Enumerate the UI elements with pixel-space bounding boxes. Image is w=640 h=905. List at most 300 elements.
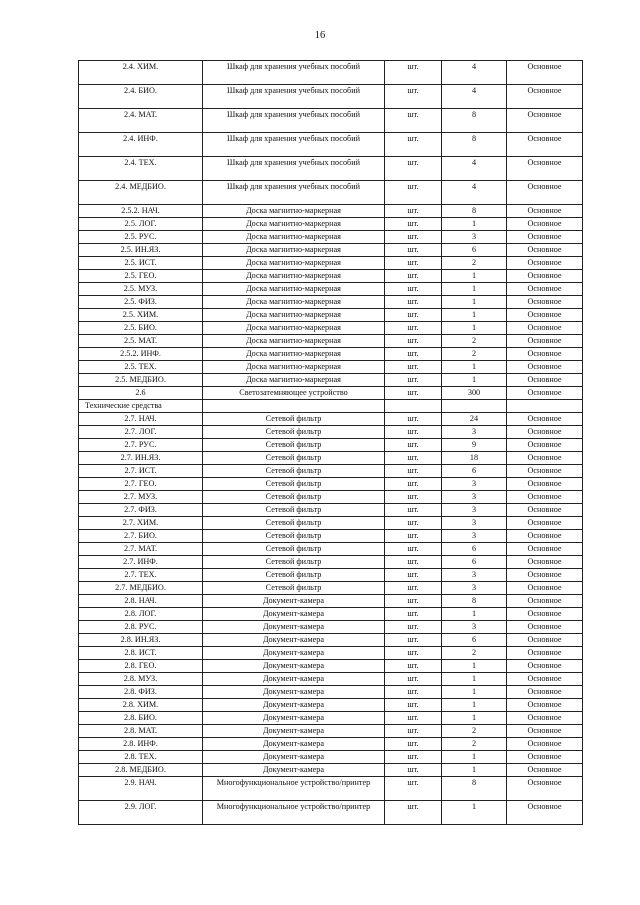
- quantity-cell: 1: [442, 322, 507, 335]
- item-name-cell: Доска магнитно-маркерная: [203, 361, 385, 374]
- item-code-cell: 2.8. ИН.ЯЗ.: [79, 634, 203, 647]
- item-name-cell: Документ-камера: [203, 712, 385, 725]
- item-code-cell: 2.7. ЛОГ.: [79, 426, 203, 439]
- unit-cell: шт.: [385, 751, 442, 764]
- item-name-cell: Сетевой фильтр: [203, 491, 385, 504]
- equipment-type-cell: Основное: [507, 61, 583, 85]
- equipment-type-cell: Основное: [507, 478, 583, 491]
- equipment-type-cell: Основное: [507, 738, 583, 751]
- quantity-cell: 2: [442, 257, 507, 270]
- unit-cell: шт.: [385, 738, 442, 751]
- table-row: [79, 673, 583, 686]
- unit-cell: шт.: [385, 387, 442, 400]
- equipment-type-cell: Основное: [507, 335, 583, 348]
- quantity-cell: 3: [442, 517, 507, 530]
- equipment-type-cell: Основное: [507, 244, 583, 257]
- quantity-cell: 1: [442, 296, 507, 309]
- item-code-cell: 2.5. ИН.ЯЗ.: [79, 244, 203, 257]
- unit-cell: шт.: [385, 608, 442, 621]
- item-code-cell: 2.8. БИО.: [79, 712, 203, 725]
- quantity-cell: 4: [442, 85, 507, 109]
- table-row: [79, 543, 583, 556]
- quantity-cell: 1: [442, 801, 507, 825]
- quantity-cell: 1: [442, 361, 507, 374]
- item-name-cell: Шкаф для хранения учебных пособий: [203, 181, 385, 205]
- equipment-type-cell: Основное: [507, 283, 583, 296]
- item-name-cell: Сетевой фильтр: [203, 413, 385, 426]
- unit-cell: шт.: [385, 595, 442, 608]
- item-code-cell: 2.6: [79, 387, 203, 400]
- item-code-cell: 2.8. ИСТ.: [79, 647, 203, 660]
- item-name-cell: Доска магнитно-маркерная: [203, 205, 385, 218]
- equipment-type-cell: Основное: [507, 673, 583, 686]
- quantity-cell: 1: [442, 283, 507, 296]
- equipment-type-cell: Основное: [507, 296, 583, 309]
- quantity-cell: 8: [442, 595, 507, 608]
- quantity-cell: 1: [442, 673, 507, 686]
- table-row: [79, 556, 583, 569]
- item-code-cell: 2.7. ХИМ.: [79, 517, 203, 530]
- equipment-type-cell: Основное: [507, 205, 583, 218]
- equipment-type-cell: Основное: [507, 157, 583, 181]
- equipment-type-cell: Основное: [507, 491, 583, 504]
- quantity-cell: 2: [442, 348, 507, 361]
- equipment-type-cell: Основное: [507, 777, 583, 801]
- unit-cell: шт.: [385, 543, 442, 556]
- item-name-cell: Документ-камера: [203, 647, 385, 660]
- table-row: [79, 61, 583, 85]
- quantity-cell: 4: [442, 61, 507, 85]
- equipment-type-cell: Основное: [507, 686, 583, 699]
- item-name-cell: Документ-камера: [203, 751, 385, 764]
- item-code-cell: 2.7. БИО.: [79, 530, 203, 543]
- item-code-cell: 2.8. ЛОГ.: [79, 608, 203, 621]
- quantity-cell: 3: [442, 569, 507, 582]
- quantity-cell: 2: [442, 738, 507, 751]
- unit-cell: шт.: [385, 361, 442, 374]
- item-name-cell: Документ-камера: [203, 634, 385, 647]
- equipment-type-cell: Основное: [507, 543, 583, 556]
- table-row: [79, 517, 583, 530]
- quantity-cell: 2: [442, 647, 507, 660]
- item-name-cell: Доска магнитно-маркерная: [203, 257, 385, 270]
- equipment-type-cell: Основное: [507, 660, 583, 673]
- table-row: [79, 181, 583, 205]
- item-name-cell: Документ-камера: [203, 621, 385, 634]
- item-name-cell: Сетевой фильтр: [203, 543, 385, 556]
- equipment-type-cell: Основное: [507, 647, 583, 660]
- item-code-cell: 2.5. РУС.: [79, 231, 203, 244]
- item-code-cell: 2.8. ХИМ.: [79, 699, 203, 712]
- item-name-cell: Доска магнитно-маркерная: [203, 231, 385, 244]
- item-name-cell: Сетевой фильтр: [203, 452, 385, 465]
- table-row: [79, 309, 583, 322]
- item-name-cell: Доска магнитно-маркерная: [203, 218, 385, 231]
- item-code-cell: 2.8. НАЧ.: [79, 595, 203, 608]
- quantity-cell: 6: [442, 543, 507, 556]
- table-row: [79, 764, 583, 777]
- quantity-cell: 1: [442, 660, 507, 673]
- unit-cell: шт.: [385, 109, 442, 133]
- equipment-type-cell: Основное: [507, 374, 583, 387]
- equipment-type-cell: Основное: [507, 322, 583, 335]
- unit-cell: шт.: [385, 270, 442, 283]
- quantity-cell: 2: [442, 335, 507, 348]
- unit-cell: шт.: [385, 465, 442, 478]
- equipment-type-cell: [507, 400, 583, 413]
- equipment-type-cell: Основное: [507, 439, 583, 452]
- item-name-cell: Сетевой фильтр: [203, 569, 385, 582]
- table-row: [79, 751, 583, 764]
- unit-cell: шт.: [385, 335, 442, 348]
- unit-cell: шт.: [385, 85, 442, 109]
- quantity-cell: 8: [442, 133, 507, 157]
- unit-cell: шт.: [385, 504, 442, 517]
- table-row: [79, 634, 583, 647]
- item-name-cell: Шкаф для хранения учебных пособий: [203, 157, 385, 181]
- table-row: [79, 439, 583, 452]
- quantity-cell: 1: [442, 309, 507, 322]
- table-row: [79, 361, 583, 374]
- equipment-type-cell: Основное: [507, 801, 583, 825]
- quantity-cell: 1: [442, 712, 507, 725]
- unit-cell: шт.: [385, 517, 442, 530]
- table-row: [79, 608, 583, 621]
- quantity-cell: 3: [442, 504, 507, 517]
- equipment-type-cell: Основное: [507, 621, 583, 634]
- equipment-type-cell: Основное: [507, 569, 583, 582]
- item-name-cell: Документ-камера: [203, 738, 385, 751]
- unit-cell: шт.: [385, 296, 442, 309]
- table-row: [79, 257, 583, 270]
- unit-cell: шт.: [385, 244, 442, 257]
- table-row: [79, 322, 583, 335]
- quantity-cell: 9: [442, 439, 507, 452]
- item-name-cell: Документ-камера: [203, 608, 385, 621]
- table-row: [79, 109, 583, 133]
- item-name-cell: Шкаф для хранения учебных пособий: [203, 85, 385, 109]
- table-row: [79, 283, 583, 296]
- table-row: [79, 725, 583, 738]
- quantity-cell: 3: [442, 426, 507, 439]
- unit-cell: шт.: [385, 725, 442, 738]
- equipment-type-cell: Основное: [507, 517, 583, 530]
- quantity-cell: 24: [442, 413, 507, 426]
- unit-cell: шт.: [385, 205, 442, 218]
- unit-cell: шт.: [385, 491, 442, 504]
- item-code-cell: 2.8. ИНФ.: [79, 738, 203, 751]
- item-code-cell: 2.8. ГЕО.: [79, 660, 203, 673]
- table-row: [79, 426, 583, 439]
- item-code-cell: 2.5. БИО.: [79, 322, 203, 335]
- unit-cell: шт.: [385, 218, 442, 231]
- equipment-type-cell: Основное: [507, 751, 583, 764]
- unit-cell: шт.: [385, 777, 442, 801]
- table-row: [79, 231, 583, 244]
- item-name-cell: Доска магнитно-маркерная: [203, 296, 385, 309]
- table-row: [79, 205, 583, 218]
- item-code-cell: 2.7. ИНФ.: [79, 556, 203, 569]
- item-name-cell: Доска магнитно-маркерная: [203, 322, 385, 335]
- equipment-type-cell: Основное: [507, 109, 583, 133]
- equipment-type-cell: Основное: [507, 725, 583, 738]
- table-row: [79, 218, 583, 231]
- item-name-cell: Светозатемняющее устройство: [203, 387, 385, 400]
- quantity-cell: 6: [442, 634, 507, 647]
- quantity-cell: 1: [442, 751, 507, 764]
- item-code-cell: 2.4. МЕДБИО.: [79, 181, 203, 205]
- item-name-cell: Сетевой фильтр: [203, 517, 385, 530]
- unit-cell: шт.: [385, 699, 442, 712]
- item-code-cell: 2.7. МЕДБИО.: [79, 582, 203, 595]
- item-name-cell: Сетевой фильтр: [203, 465, 385, 478]
- item-name-cell: Сетевой фильтр: [203, 478, 385, 491]
- table-row: [79, 296, 583, 309]
- equipment-type-cell: Основное: [507, 181, 583, 205]
- quantity-cell: 4: [442, 181, 507, 205]
- equipment-type-cell: Основное: [507, 133, 583, 157]
- equipment-type-cell: Основное: [507, 348, 583, 361]
- equipment-type-cell: Основное: [507, 530, 583, 543]
- page-number: 16: [314, 30, 326, 41]
- equipment-table: [78, 60, 583, 825]
- item-code-cell: 2.8. ФИЗ.: [79, 686, 203, 699]
- unit-cell: шт.: [385, 133, 442, 157]
- equipment-type-cell: Основное: [507, 712, 583, 725]
- item-name-cell: Документ-камера: [203, 764, 385, 777]
- equipment-type-cell: Основное: [507, 452, 583, 465]
- item-name-cell: Доска магнитно-маркерная: [203, 270, 385, 283]
- quantity-cell: 18: [442, 452, 507, 465]
- item-code-cell: 2.5. МАТ.: [79, 335, 203, 348]
- unit-cell: шт.: [385, 556, 442, 569]
- item-name-cell: Сетевой фильтр: [203, 439, 385, 452]
- item-code-cell: 2.5. ТЕХ.: [79, 361, 203, 374]
- item-code-cell: 2.7. ТЕХ.: [79, 569, 203, 582]
- quantity-cell: 3: [442, 530, 507, 543]
- quantity-cell: 6: [442, 556, 507, 569]
- quantity-cell: 1: [442, 699, 507, 712]
- unit-cell: шт.: [385, 426, 442, 439]
- table-row: [79, 133, 583, 157]
- equipment-type-cell: Основное: [507, 426, 583, 439]
- unit-cell: шт.: [385, 61, 442, 85]
- unit-cell: шт.: [385, 686, 442, 699]
- item-name-cell: Многофункциональное устройство/принтер: [203, 801, 385, 825]
- table-row: [79, 452, 583, 465]
- item-name-cell: Доска магнитно-маркерная: [203, 244, 385, 257]
- item-code-cell: 2.8. ТЕХ.: [79, 751, 203, 764]
- item-name-cell: Доска магнитно-маркерная: [203, 348, 385, 361]
- table-row: [79, 491, 583, 504]
- item-code-cell: 2.7. НАЧ.: [79, 413, 203, 426]
- equipment-type-cell: Основное: [507, 764, 583, 777]
- table-row: [79, 348, 583, 361]
- item-name-cell: Документ-камера: [203, 660, 385, 673]
- quantity-cell: 1: [442, 686, 507, 699]
- unit-cell: шт.: [385, 322, 442, 335]
- table-row: [79, 777, 583, 801]
- item-code-cell: 2.8. МУЗ.: [79, 673, 203, 686]
- item-name-cell: Сетевой фильтр: [203, 426, 385, 439]
- equipment-type-cell: Основное: [507, 361, 583, 374]
- unit-cell: шт.: [385, 621, 442, 634]
- quantity-cell: 1: [442, 218, 507, 231]
- item-code-cell: 2.7. МУЗ.: [79, 491, 203, 504]
- table-row: [79, 712, 583, 725]
- table-row: [79, 569, 583, 582]
- unit-cell: [385, 400, 442, 413]
- unit-cell: шт.: [385, 660, 442, 673]
- equipment-type-cell: Основное: [507, 218, 583, 231]
- table-row: [79, 374, 583, 387]
- item-code-cell: 2.5. ФИЗ.: [79, 296, 203, 309]
- item-name-cell: Сетевой фильтр: [203, 556, 385, 569]
- unit-cell: шт.: [385, 439, 442, 452]
- equipment-type-cell: Основное: [507, 257, 583, 270]
- item-code-cell: 2.5. ИСТ.: [79, 257, 203, 270]
- item-code-cell: 2.4. МАТ.: [79, 109, 203, 133]
- item-code-cell: 2.9. ЛОГ.: [79, 801, 203, 825]
- quantity-cell: 3: [442, 478, 507, 491]
- equipment-type-cell: Основное: [507, 595, 583, 608]
- item-name-cell: [203, 400, 385, 413]
- item-name-cell: Доска магнитно-маркерная: [203, 309, 385, 322]
- item-code-cell: 2.5. ХИМ.: [79, 309, 203, 322]
- section-header-row: [79, 400, 583, 413]
- table-row: [79, 465, 583, 478]
- quantity-cell: 8: [442, 777, 507, 801]
- item-name-cell: Документ-камера: [203, 699, 385, 712]
- quantity-cell: 3: [442, 491, 507, 504]
- unit-cell: шт.: [385, 764, 442, 777]
- item-name-cell: Шкаф для хранения учебных пособий: [203, 61, 385, 85]
- equipment-type-cell: Основное: [507, 699, 583, 712]
- table-row: [79, 738, 583, 751]
- unit-cell: шт.: [385, 257, 442, 270]
- unit-cell: шт.: [385, 569, 442, 582]
- unit-cell: шт.: [385, 231, 442, 244]
- unit-cell: шт.: [385, 673, 442, 686]
- quantity-cell: [442, 400, 507, 413]
- item-code-cell: 2.7. ГЕО.: [79, 478, 203, 491]
- item-name-cell: Документ-камера: [203, 595, 385, 608]
- item-code-cell: 2.5. ЛОГ.: [79, 218, 203, 231]
- item-name-cell: Документ-камера: [203, 725, 385, 738]
- item-code-cell: 2.5.2. ИНФ.: [79, 348, 203, 361]
- item-code-cell: 2.7. ИН.ЯЗ.: [79, 452, 203, 465]
- quantity-cell: 3: [442, 231, 507, 244]
- item-name-cell: Доска магнитно-маркерная: [203, 374, 385, 387]
- unit-cell: шт.: [385, 348, 442, 361]
- unit-cell: шт.: [385, 582, 442, 595]
- table-row: [79, 660, 583, 673]
- item-code-cell: 2.7. ФИЗ.: [79, 504, 203, 517]
- equipment-type-cell: Основное: [507, 582, 583, 595]
- table-row: [79, 686, 583, 699]
- quantity-cell: 1: [442, 764, 507, 777]
- table-row: [79, 801, 583, 825]
- table-row: [79, 647, 583, 660]
- unit-cell: шт.: [385, 413, 442, 426]
- table-row: [79, 244, 583, 257]
- unit-cell: шт.: [385, 157, 442, 181]
- item-name-cell: Шкаф для хранения учебных пособий: [203, 109, 385, 133]
- equipment-type-cell: Основное: [507, 556, 583, 569]
- quantity-cell: 4: [442, 157, 507, 181]
- quantity-cell: 6: [442, 465, 507, 478]
- equipment-type-cell: Основное: [507, 309, 583, 322]
- item-code-cell: 2.4. ХИМ.: [79, 61, 203, 85]
- unit-cell: шт.: [385, 530, 442, 543]
- table-row: [79, 595, 583, 608]
- equipment-type-cell: Основное: [507, 465, 583, 478]
- item-code-cell: 2.9. НАЧ.: [79, 777, 203, 801]
- item-name-cell: Многофункциональное устройство/принтер: [203, 777, 385, 801]
- table-row: [79, 504, 583, 517]
- item-code-cell: 2.7. ИСТ.: [79, 465, 203, 478]
- table-row: [79, 413, 583, 426]
- quantity-cell: 300: [442, 387, 507, 400]
- item-name-cell: Документ-камера: [203, 686, 385, 699]
- item-code-cell: 2.4. БИО.: [79, 85, 203, 109]
- item-name-cell: Шкаф для хранения учебных пособий: [203, 133, 385, 157]
- item-code-cell: 2.4. ТЕХ.: [79, 157, 203, 181]
- quantity-cell: 1: [442, 270, 507, 283]
- table-row: [79, 335, 583, 348]
- table-row: [79, 478, 583, 491]
- unit-cell: шт.: [385, 634, 442, 647]
- equipment-type-cell: Основное: [507, 413, 583, 426]
- item-name-cell: Документ-камера: [203, 673, 385, 686]
- equipment-type-cell: Основное: [507, 387, 583, 400]
- unit-cell: шт.: [385, 801, 442, 825]
- item-code-cell: 2.5. МЕДБИО.: [79, 374, 203, 387]
- quantity-cell: 8: [442, 205, 507, 218]
- table-row: [79, 270, 583, 283]
- quantity-cell: 8: [442, 109, 507, 133]
- table-row: [79, 387, 583, 400]
- item-code-cell: 2.8. МАТ.: [79, 725, 203, 738]
- equipment-table-body: [79, 61, 583, 825]
- item-code-cell: Технические средства: [79, 400, 203, 413]
- equipment-type-cell: Основное: [507, 270, 583, 283]
- quantity-cell: 3: [442, 582, 507, 595]
- item-name-cell: Сетевой фильтр: [203, 504, 385, 517]
- table-row: [79, 530, 583, 543]
- table-row: [79, 85, 583, 109]
- table-row: [79, 699, 583, 712]
- quantity-cell: 1: [442, 608, 507, 621]
- equipment-type-cell: Основное: [507, 634, 583, 647]
- unit-cell: шт.: [385, 283, 442, 296]
- table-row: [79, 157, 583, 181]
- quantity-cell: 6: [442, 244, 507, 257]
- equipment-type-cell: Основное: [507, 504, 583, 517]
- unit-cell: шт.: [385, 712, 442, 725]
- equipment-type-cell: Основное: [507, 231, 583, 244]
- item-code-cell: 2.7. РУС.: [79, 439, 203, 452]
- item-name-cell: Сетевой фильтр: [203, 530, 385, 543]
- item-code-cell: 2.5. ГЕО.: [79, 270, 203, 283]
- item-code-cell: 2.8. РУС.: [79, 621, 203, 634]
- table-row: [79, 621, 583, 634]
- item-code-cell: 2.5. МУЗ.: [79, 283, 203, 296]
- unit-cell: шт.: [385, 647, 442, 660]
- quantity-cell: 1: [442, 374, 507, 387]
- quantity-cell: 3: [442, 621, 507, 634]
- unit-cell: шт.: [385, 374, 442, 387]
